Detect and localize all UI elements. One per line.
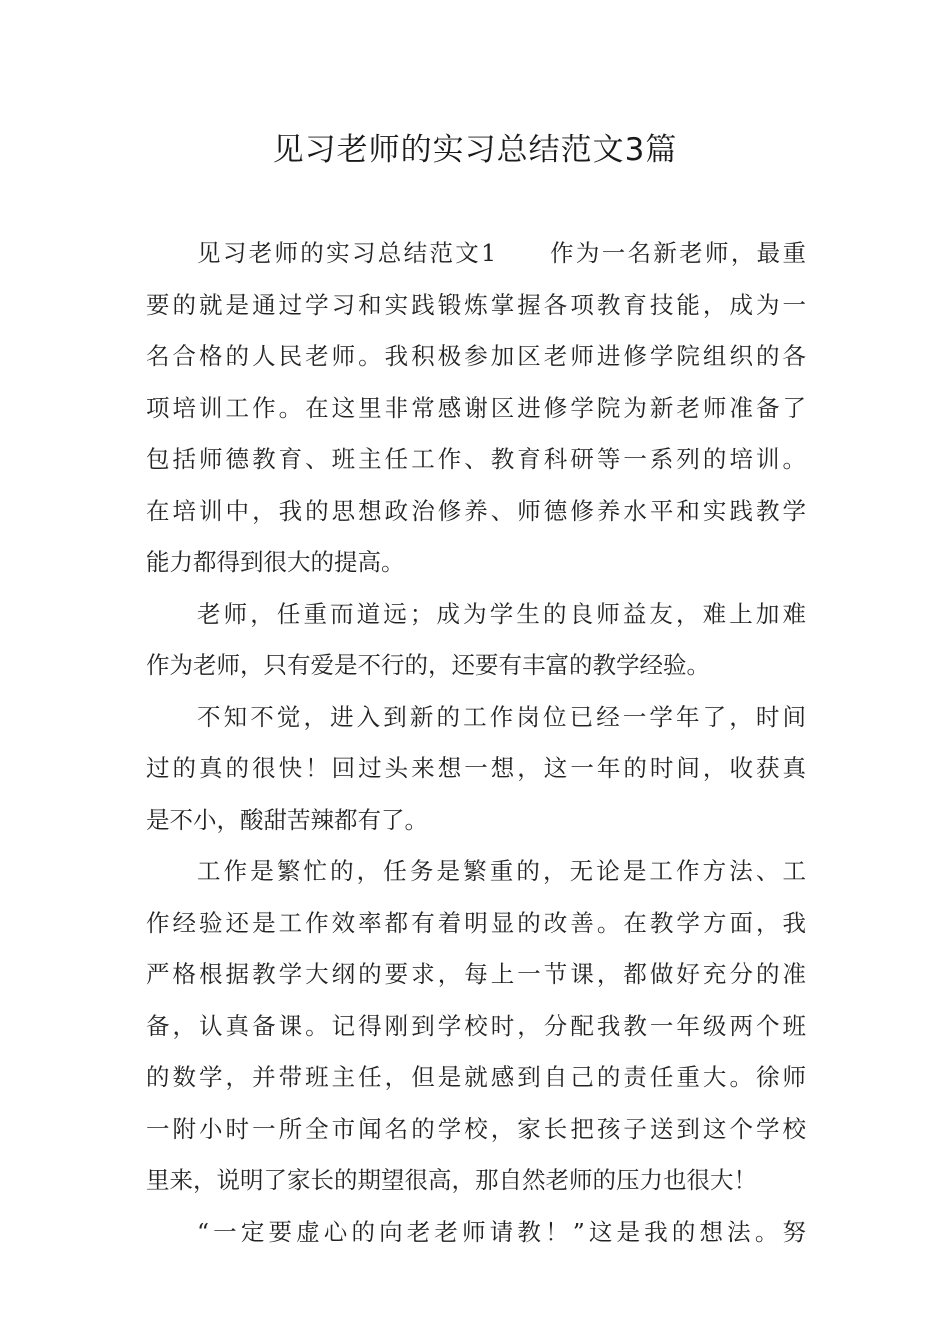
body-line: 能力都得到很大的提高。 (146, 548, 405, 576)
body-line: 工作是繁忙的，任务是繁重的，无论是工作方法、工 (197, 857, 806, 885)
body-line: 的数学，并带班主任，但是就感到自己的责任重大。徐师 (146, 1063, 806, 1091)
body-line: 包括师德教育、班主任工作、教育科研等一系列的培训。 (146, 445, 806, 473)
body-line: 过的真的很快！回过头来想一想，这一年的时间，收获真 (146, 754, 806, 782)
body-line: 项培训工作。在这里非常感谢区进修学院为新老师准备了 (146, 393, 806, 422)
body-line: 严格根据教学大纲的要求，每上一节课，都做好充分的准 (146, 960, 806, 988)
body-line: “一定要虚心的向老老师请教！”这是我的想法。努 (197, 1217, 806, 1246)
body-line: 名合格的人民老师。我积极参加区老师进修学院组织的各 (146, 342, 806, 370)
body-line: 在培训中，我的思想政治修养、师德修养水平和实践教学 (146, 496, 806, 525)
document-title: 见习老师的实习总结范文3篇 (272, 132, 678, 168)
body-line: 一附小时一所全市闻名的学校，家长把孩子送到这个学校 (146, 1114, 806, 1143)
body-line: 不知不觉，进入到新的工作岗位已经一学年了，时间 (197, 702, 806, 731)
body-line: 老师，任重而道远；成为学生的良师益友，难上加难 (197, 599, 806, 628)
body-line: 备，认真备课。记得刚到学校时，分配我教一年级两个班 (146, 1011, 806, 1040)
body-line: 见习老师的实习总结范文1 作为一名新老师，最重 (197, 239, 806, 267)
body-line: 作为老师，只有爱是不行的，还要有丰富的教学经验。 (146, 651, 710, 679)
body-line: 作经验还是工作效率都有着明显的改善。在教学方面，我 (146, 908, 806, 937)
body-line: 要的就是通过学习和实践锻炼掌握各项教育技能，成为一 (146, 290, 806, 319)
document-body (146, 228, 806, 1258)
body-line: 是不小，酸甜苦辣都有了。 (146, 805, 428, 834)
body-line: 里来，说明了家长的期望很高，那自然老师的压力也很大！ (146, 1166, 757, 1194)
